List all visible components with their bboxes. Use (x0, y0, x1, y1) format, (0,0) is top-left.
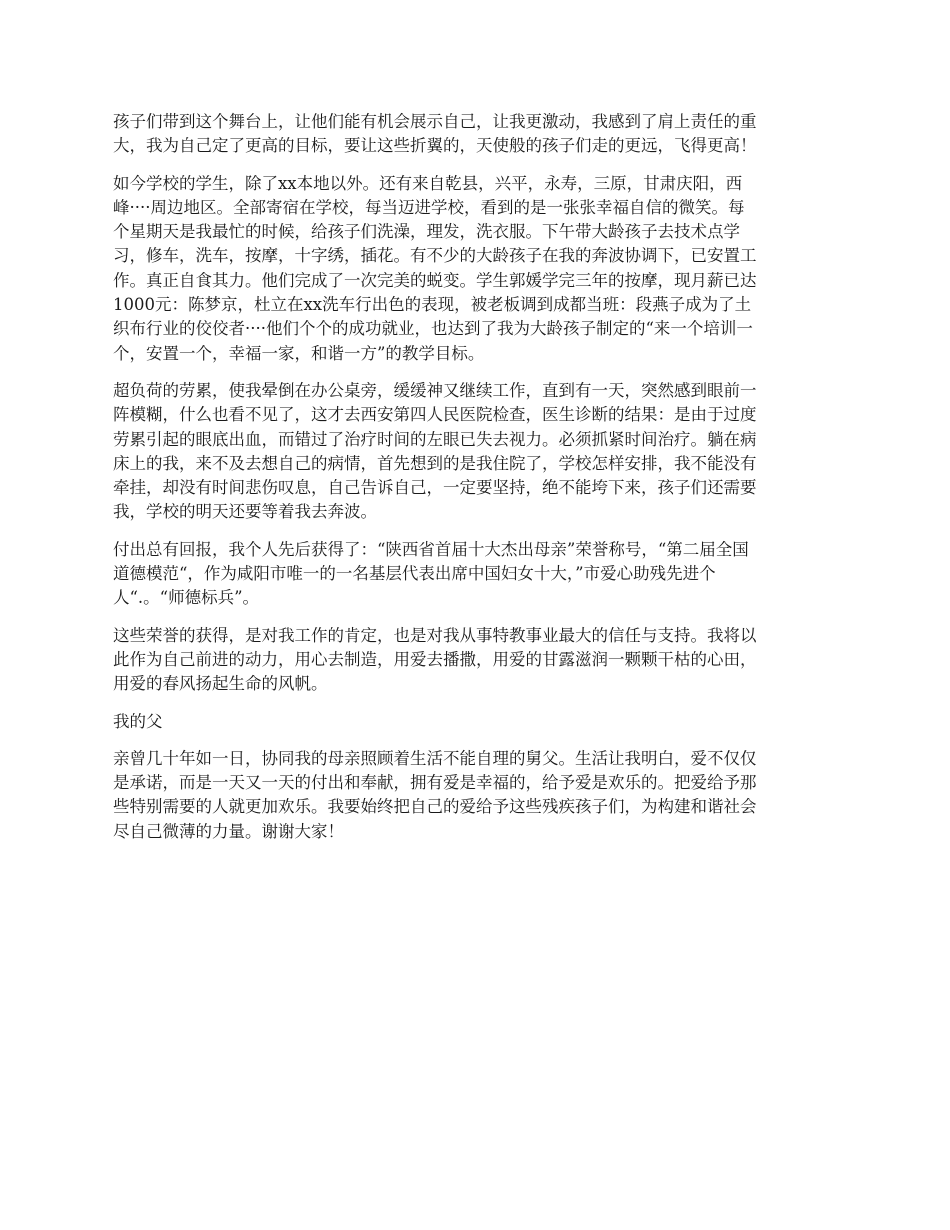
paragraph-6: 我的父 (113, 711, 163, 731)
document-body (113, 110, 843, 857)
paragraph-4: 付出总有回报，我个人先后获得了：“陕西省首届十大杰出母亲”荣誉称号，“第二届全国 道德模范“，作为咸阳市唯一的一名基层代表出席中国妇女十大，”市爱心助残先进个 人“.。“师德标兵”。 (113, 539, 749, 608)
paragraph-2: 如今学校的学生，除了xx本地以外。还有来自乾县，兴平，永寿，三原，甘肃庆阳，西 峰····周边地区。全部寄宿在学校，每当迈进学校，看到的是一张张幸福自信的微笑。每 个星期天是我最忙的时候，给孩子们洗澡，理发，洗衣服。下午带大龄孩子去技术点学 习，修车，洗车，按摩，十字绣，插花。有不少的大龄孩子在我的奔波协调下，已安置工 作。真正自食其力。他们完成了一次完美的蜕变。学生郭媛学完三年的按摩，现月薪已达 1000元：陈梦京，杜立在xx洗车行出色的表现，被老板调到成都当班：段燕子成为了土 织布行业的佼佼者····他们个个的成功就业，也达到了我为大龄孩子制定的“来一个培训一 个，安置一个，幸福一家，和谐一方”的教学目标。 (113, 173, 757, 363)
paragraph-7: 亲曾几十年如一日，协同我的母亲照顾着生活不能自理的舅父。生活让我明白，爱不仅仅 是承诺，而是一天又一天的付出和奉献，拥有爱是幸福的，给予爱是欢乐的。把爱给予那 些特别需要的人就更加欢乐。我要始终把自己的爱给予这些残疾孩子们，为构建和谐社会 尽自己微薄的力量。谢谢大家！ (113, 748, 757, 841)
paragraph-3: 超负荷的劳累，使我晕倒在办公桌旁，缓缓神又继续工作，直到有一天，突然感到眼前一 阵模糊，什么也看不见了，这才去西安第四人民医院检查，医生诊断的结果：是由于过度 劳累引起的眼底出血，而错过了治疗时间的左眼已失去视力。必须抓紧时间治疗。躺在病 床上的我，来不及去想自己的病情，首先想到的是我住院了，学校怎样安排，我不能没有 牵挂，却没有时间悲伤叹息，自己告诉自己，一定要坚持，绝不能垮下来，孩子们还需要 我，学校的明天还要等着我去奔波。 (113, 380, 757, 522)
paragraph-5: 这些荣誉的获得，是对我工作的肯定，也是对我从事特教事业最大的信任与支持。我将以 此作为自己前进的动力，用心去制造，用爱去播撒，用爱的甘露滋润一颗颗干枯的心田， 用爱的春风扬起生命的风帆。 (113, 625, 757, 694)
paragraph-1: 孩子们带到这个舞台上，让他们能有机会展示自己，让我更激动，我感到了肩上责任的重 大，我为自己定了更高的目标，要让这些折翼的，天使般的孩子们走的更远，飞得更高！ (113, 112, 757, 156)
